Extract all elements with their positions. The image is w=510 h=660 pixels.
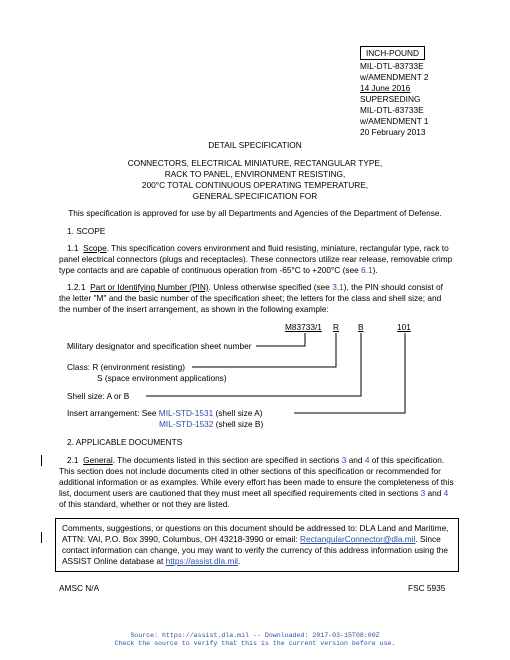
superseded-date-line: 20 February 2013 xyxy=(360,127,426,137)
pin-part-shell: B xyxy=(358,322,364,332)
title-line: CONNECTORS, ELECTRICAL MINIATURE, RECTANGULAR TYPE, xyxy=(127,158,383,168)
paragraph-title: General xyxy=(83,455,113,465)
designator-leader-line xyxy=(256,333,305,346)
paragraph-text: of this specification. This section does not include documents cited in other sections of this specification or recommended for additional information or as examples. While every effort has been made to ensure the completeness of this list, document users are cautioned that they must meet all specified requirements cited in sections xyxy=(59,455,454,498)
paragraph-text: and xyxy=(425,488,444,498)
paragraph-title: Part or Identifying Number (PIN) xyxy=(90,282,209,292)
paragraph-number: 1.1 xyxy=(67,243,79,253)
source-footer xyxy=(0,632,510,648)
paragraph-text: and xyxy=(346,455,365,465)
pin-part-designator: M83733/1 xyxy=(285,322,322,332)
section-ref-link[interactable]: 3 xyxy=(420,488,426,498)
section-ref-link[interactable]: 4 xyxy=(364,455,370,465)
change-bar xyxy=(41,532,42,543)
superseded-amendment-line: w/AMENDMENT 1 xyxy=(360,116,429,126)
paragraph-text: ). xyxy=(372,265,378,275)
class-label-secondary: S (space environment applications) xyxy=(97,373,227,383)
notice-text: Comments, suggestions, or questions on this document should be addressed to: DLA Land and Maritime, ATTN: VAI, P.O. Box 3990, Columbus, OH 43218-3990 or email: xyxy=(62,523,449,544)
footer-source-line: Source: https://assist.dla.mil -- Downloaded: 2017-03-15T08:00Z xyxy=(130,632,380,639)
title-line: GENERAL SPECIFICATION FOR xyxy=(192,191,318,201)
section-ref-link[interactable]: 3 xyxy=(341,455,347,465)
paragraph-2-1 xyxy=(59,455,454,510)
title-line: RACK TO PANEL, ENVIRONMENT RESISTING, xyxy=(164,169,346,179)
paragraph-text: . The documents listed in this section are specified in sections xyxy=(112,455,342,465)
email-link[interactable]: RectangularConnector@dla.mil xyxy=(299,534,416,544)
paragraph-text: ), the PIN should consist of the letter "M" and the basic number of the specification sheet; the letters for the class and shell size; and the number of the insert arrangement, as shown in the following example: xyxy=(59,282,443,314)
fsc-code: FSC 5935 xyxy=(408,583,446,593)
pin-part-class: R xyxy=(333,322,339,332)
section-2-heading: 2. APPLICABLE DOCUMENTS xyxy=(67,437,183,447)
section-ref-link[interactable]: 4 xyxy=(443,488,449,498)
paragraph-text: . Unless otherwise specified (see xyxy=(208,282,333,292)
class-label: Class: R (environment resisting) xyxy=(67,362,186,372)
paragraph-number: 2.1 xyxy=(67,455,79,465)
inch-pound-box: INCH-POUND xyxy=(360,46,425,60)
amsc-code: AMSC N/A xyxy=(59,583,100,593)
insert-label-text: Insert arrangement: See xyxy=(67,408,159,418)
section-1-heading: 1. SCOPE xyxy=(67,226,106,236)
paragraph-number: 1.2.1 xyxy=(67,282,86,292)
shell-size-note: (shell size A) xyxy=(213,408,263,418)
change-bar xyxy=(41,455,42,466)
notice-text: . xyxy=(238,556,241,566)
footer-verify-line: Check the source to verify that this is the current version before use. xyxy=(114,640,396,647)
pin-part-insert: 101 xyxy=(397,322,411,332)
comments-notice-box xyxy=(55,518,459,572)
paragraph-text: . This specification covers environment and fluid resisting, miniature, rectangular type, rack to panel electrical connectors (plugs and receptacles). These connectors utilize rear release, removable crimp type contacts and are capable of continuous operation from -65°C to +200°C (see xyxy=(59,243,453,275)
notice-text: . Since contact information can change, you may want to verify the currency of this address information using the ASSIST Online database at xyxy=(62,534,449,566)
doc-amendment-line: w/AMENDMENT 2 xyxy=(360,72,429,82)
doc-type-heading: DETAIL SPECIFICATION xyxy=(208,140,302,150)
title-line: 200°C TOTAL CONTINUOUS OPERATING TEMPERATURE, xyxy=(141,180,369,190)
paragraph-text: of this standard, whether or not they are listed. xyxy=(59,499,230,509)
superseded-id-line: MIL-DTL-83733E xyxy=(360,105,424,115)
assist-url-link[interactable]: https://assist.dla.mil xyxy=(165,556,239,566)
section-ref-link[interactable]: 6.1 xyxy=(361,265,373,275)
superseding-line: SUPERSEDING xyxy=(360,94,421,104)
class-leader-line xyxy=(192,333,336,367)
mil-std-1531-link[interactable]: MIL-STD-1531 xyxy=(158,408,214,418)
doc-date-line: 14 June 2016 xyxy=(360,83,411,93)
designator-label: Military designator and specification sheet number xyxy=(67,341,252,351)
shell-size-note: (shell size B) xyxy=(213,419,264,429)
insert-leader-line xyxy=(294,333,405,413)
shell-leader-line xyxy=(146,333,361,396)
section-ref-link[interactable]: 3.1 xyxy=(332,282,344,292)
doc-id-line: MIL-DTL-83733E xyxy=(360,61,424,71)
shell-size-label: Shell size: A or B xyxy=(67,391,130,401)
mil-std-1532-link[interactable]: MIL-STD-1532 xyxy=(159,419,214,429)
paragraph-title: Scope xyxy=(83,243,107,253)
approval-statement: This specification is approved for use by all Departments and Agencies of the Department of Defense. xyxy=(68,208,442,218)
